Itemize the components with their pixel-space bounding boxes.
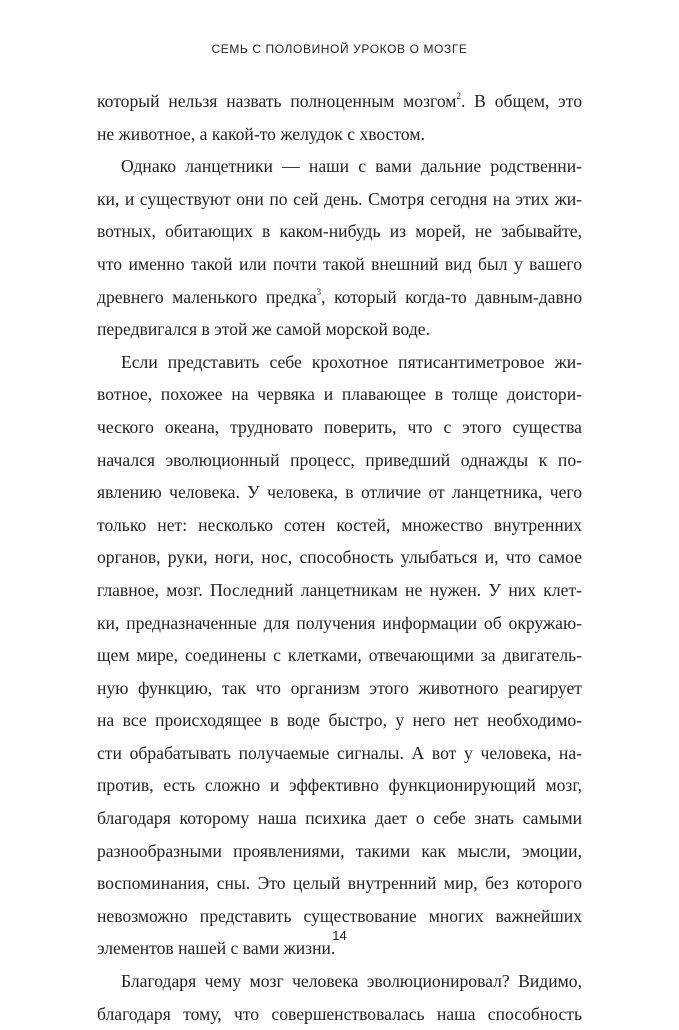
text-line: щем мире, соединены с клетками, отвечающими за двигатель- <box>97 645 582 666</box>
text-line: начался эволюционный процесс, приведший однажды к по- <box>97 449 582 470</box>
text-line: разнообразными проявлениями, такими как мысли, эмоции, <box>97 840 582 861</box>
text-line: явлению человека. У человека, в отличие от ланцетника, чего <box>97 482 582 503</box>
page-number: 14 <box>332 928 347 943</box>
text-line: благодаря которому наша психика дает о себе знать самыми <box>97 808 582 829</box>
text-line: ки, и существуют они по сей день. Смотря сегодня на этих жи- <box>97 188 582 209</box>
footnote-ref[interactable]: 3 <box>316 286 322 297</box>
text-line: ческого океана, трудновато поверить, что с этого существа <box>97 416 582 437</box>
text-line: Однако ланцетники — наши с вами дальние родственни- <box>121 156 582 177</box>
text-line: ки, предназначенные для получения информации об окружаю- <box>97 612 582 633</box>
text-line: главное, мозг. Последний ланцетникам не нужен. У них клет- <box>97 579 582 600</box>
text-line: Если представить себе крохотное пятисантиметровое жи- <box>121 351 582 372</box>
text-line: только нет: несколько сотен костей, множество внутренних <box>97 514 582 535</box>
running-head: СЕМЬ С ПОЛОВИНОЙ УРОКОВ О МОЗГЕ <box>211 42 468 56</box>
text-line: ную функцию, так что организм этого животного реагирует <box>97 677 582 698</box>
text-line: вотных, обитающих в каком-нибудь из морей, не забывайте, <box>97 221 582 242</box>
text-line: передвигался в этой же самой морской воде. <box>97 319 431 340</box>
body-text <box>97 85 582 1030</box>
text-line: благодаря тому, что совершенствовалась наша способность <box>97 1003 582 1024</box>
footnote-ref[interactable]: 2 <box>456 91 461 101</box>
text-line: что именно такой или почти такой внешний вид был у вашего <box>97 253 582 274</box>
text-line: Благодаря чему мозг человека эволюционировал? Видимо, <box>121 971 582 992</box>
text-line: воспоминания, сны. Это целый внутренний мир, без которого <box>97 873 582 894</box>
text-line: против, есть сложно и эффективно функционирующий мозг, <box>97 775 582 796</box>
text-line: на все происходящее в воде быстро, у него нет необходимо- <box>97 710 582 731</box>
text-line: вотное, похожее на червяка и плавающее в толще доистори- <box>97 384 582 405</box>
text-line: не животное, а какой-то желудок с хвостом. <box>97 123 425 144</box>
text-line: древнего маленького предка$^3$, который когда-то давным-давно <box>97 286 582 307</box>
text-line: элементов нашей с вами жизни. <box>97 938 336 959</box>
text-line: невозможно представить существование многих важнейших <box>97 905 582 926</box>
text-line: который нельзя назвать полноценным мозгом$^2$. В общем, это <box>97 91 582 111</box>
text-line: органов, руки, ноги, нос, способность улыбаться и, что самое <box>97 547 582 568</box>
text-line: сти обрабатывать получаемые сигналы. А вот у человека, на- <box>97 742 582 763</box>
